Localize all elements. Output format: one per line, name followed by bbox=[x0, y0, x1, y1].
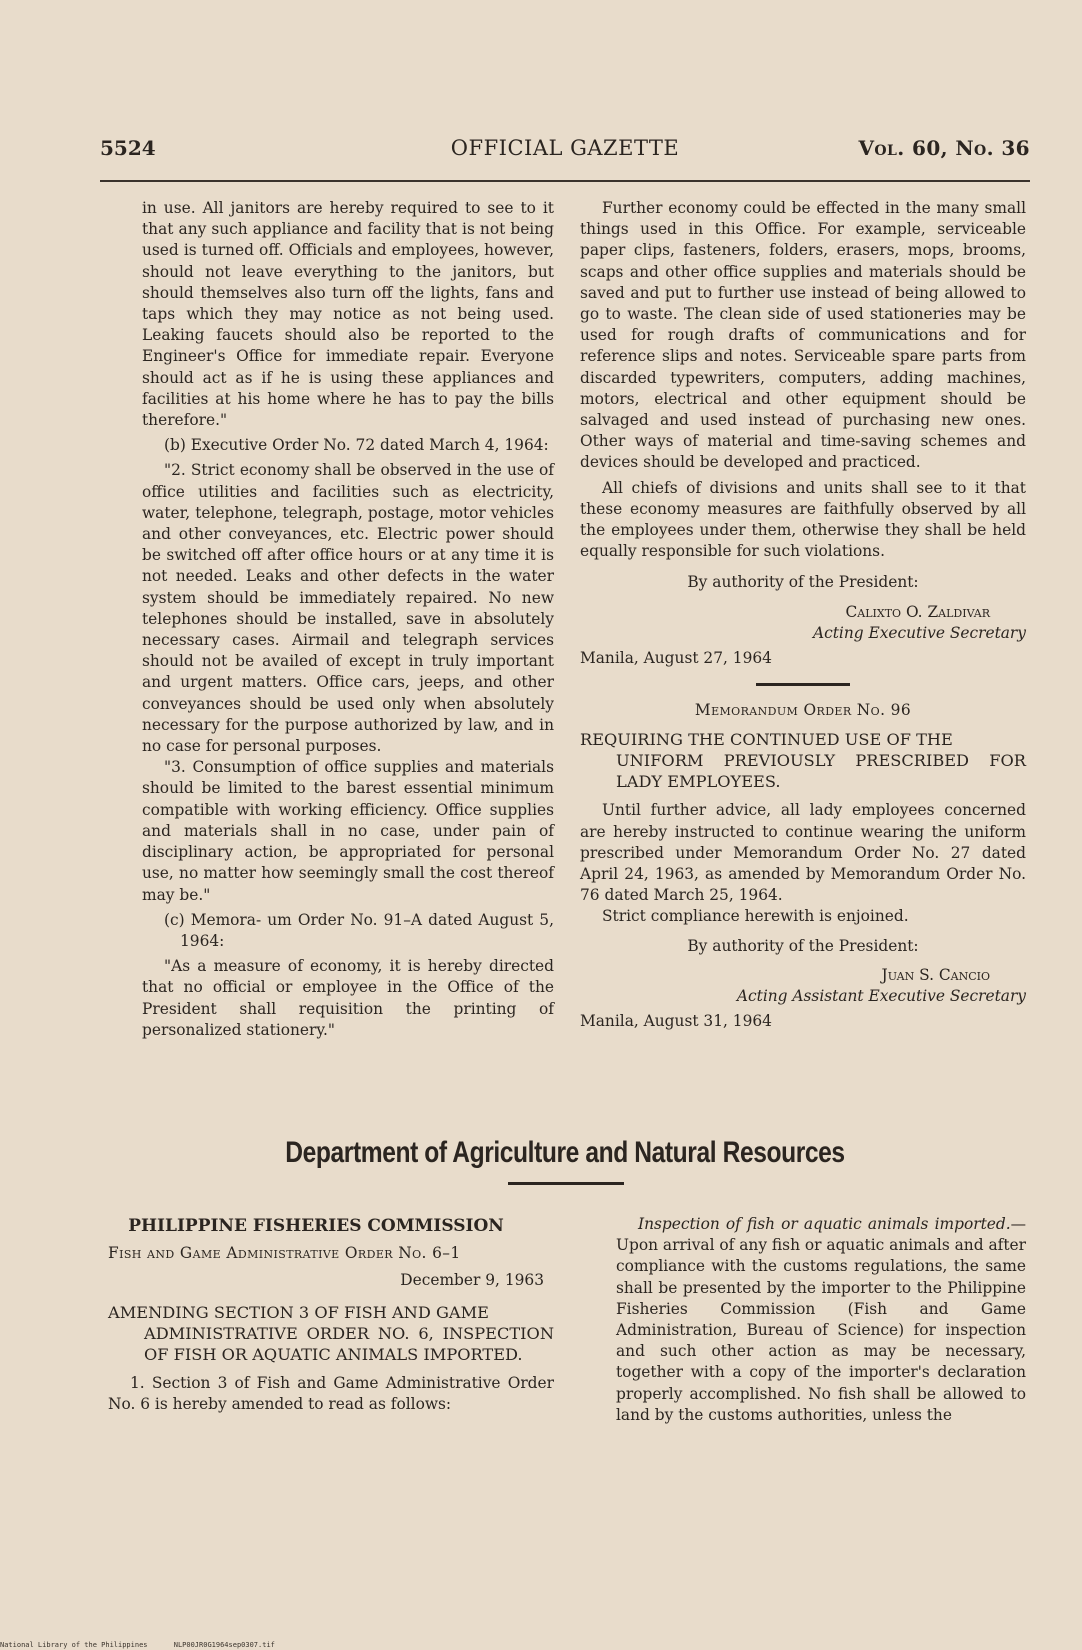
memorandum-title-line-2: UNIFORM PREVIOUSLY PRESCRIBED FOR LADY EMPLOYEES. bbox=[616, 751, 1026, 792]
paragraph-strict-economy: "2. Strict economy shall be observed in the use of office utilities and facilities such as electricity, water, telephone, telegraph, postage, motor vehicles and other conveyances, etc. Electric power should be switched off after office hours or at any time it is not needed. Leaks and other defects in the water system should be immediately repaired. No new telephones should be installed, save in absolutely necessary cases. Airmail and telegraph services should not be availed of except in truly important and urgent matters. Office cars, jeeps, and other conveyances should be used only when absolutely necessary for the purpose authorized by law, and in no case for personal purposes. bbox=[142, 461, 554, 756]
commission-heading: PHILIPPINE FISHERIES COMMISSION bbox=[128, 1216, 504, 1236]
left-column-bottom bbox=[108, 1216, 554, 1415]
memorandum-compliance: Strict compliance herewith is enjoined. bbox=[602, 907, 909, 926]
signatory-cancio-title: Acting Assistant Executive Secretary bbox=[736, 987, 1026, 1006]
paragraph-office-supplies: "3. Consumption of office supplies and materials should be limited to the barest essential minimum compatible with working efficiency. Office supplies and materials shall in no case, under pain of disciplinary action, be appropriated for personal use, no matter how seemingly small the cost thereof may be." bbox=[142, 758, 554, 904]
paragraph-chiefs: All chiefs of divisions and units shall see to it that these economy measures are faithfully observed by all the employees under them, otherwise they shall be held equally responsible for such violations. bbox=[580, 478, 1026, 561]
order-date: December 9, 1963 bbox=[400, 1271, 544, 1290]
order-title bbox=[108, 1302, 554, 1365]
signatory-cancio: Juan S. Cancio bbox=[881, 965, 990, 984]
heading-executive-order-72: (b) Executive Order No. 72 dated March 4, 1964: bbox=[164, 436, 549, 455]
paragraph-inspection bbox=[616, 1214, 1026, 1426]
heading-memorandum-91a: (c) Memora‐ um Order No. 91–A dated August 5, 1964: bbox=[164, 910, 554, 950]
page-number: 5524 bbox=[100, 136, 156, 160]
memorandum-title bbox=[580, 729, 1026, 792]
paragraph-further-economy: Further economy could be effected in the many small things used in this Office. For example, serviceable paper clips, fasteners, folders, erasers, mops, brooms, scaps and other office supplies and materials should be saved and put to further use instead of being allowed to go to waste. The clean side of used stationeries may be used for rough drafts of communications and for reference slips and notes. Serviceable spare parts from discarded typewriters, computers, adding machines, motors, electrical and other equipment should be salvaged and used instead of purchasing new ones. Other ways of material and time-saving schemes and devices should be developed and practiced. bbox=[580, 199, 1026, 472]
right-column-bottom bbox=[616, 1214, 1026, 1426]
library-credit: National Library of the Philippines bbox=[0, 1641, 148, 1649]
publication-title: OFFICIAL GAZETTE bbox=[450, 136, 680, 160]
left-column-top bbox=[142, 198, 554, 1041]
header-rule bbox=[100, 180, 1030, 182]
department-rule bbox=[508, 1182, 624, 1185]
memorandum-title-line-1: REQUIRING THE CONTINUED USE OF THE bbox=[580, 730, 953, 750]
section-divider bbox=[756, 683, 850, 686]
right-column-top bbox=[580, 198, 1026, 1033]
administrative-order-heading: Fish and Game Administrative Order No. 6–1 bbox=[108, 1244, 461, 1263]
authority-line-2: By authority of the President: bbox=[687, 936, 919, 955]
date-august-27: Manila, August 27, 1964 bbox=[580, 649, 772, 668]
inspection-body: —Upon arrival of any fish or aquatic animals and after compliance with the customs regulations, the same shall be presented by the importer to the Philippine Fisheries Commission (Fish and Game Administration, Bureau of Science) for inspection and such other action as may be necessary, together with a copy of the importer's declaration properly accomplished. No fish shall be allowed to land by the customs authorities, unless the bbox=[616, 1215, 1026, 1424]
department-heading: Department of Agriculture and Natural Resources bbox=[285, 1136, 845, 1169]
inspection-lead: Inspection of fish or aquatic animals imported. bbox=[638, 1215, 1011, 1233]
memorandum-body: Until further advice, all lady employees concerned are hereby instructed to continue wearing the uniform prescribed under Memorandum Order No. 27 dated April 24, 1963, as amended by Memorandum Order No. 76 dated March 25, 1964. bbox=[580, 801, 1026, 905]
scan-footer bbox=[0, 1641, 297, 1649]
paragraph-section-3: 1. Section 3 of Fish and Game Administrative Order No. 6 is hereby amended to read as follows: bbox=[108, 1373, 554, 1413]
volume-number: Vol. 60, No. 36 bbox=[858, 136, 1030, 160]
signatory-zaldivar: Calixto O. Zaldivar bbox=[845, 602, 990, 621]
memorandum-order-96-heading: Memorandum Order No. 96 bbox=[694, 701, 912, 720]
order-title-line-2: ADMINISTRATIVE ORDER NO. 6, INSPECTION OF FISH OR AQUATIC ANIMALS IMPORTED. bbox=[144, 1323, 554, 1364]
paragraph-personalized-stationery: "As a measure of economy, it is hereby directed that no official or employee in the Office of the President shall requisition the printing of personalized stationery." bbox=[142, 957, 554, 1039]
authority-line-1: By authority of the President: bbox=[687, 573, 919, 592]
date-august-31: Manila, August 31, 1964 bbox=[580, 1012, 772, 1031]
page-header bbox=[100, 136, 1030, 168]
scan-filename: NLP00JR0G1964sep0307.tif bbox=[173, 1641, 275, 1649]
order-title-line-1: AMENDING SECTION 3 OF FISH AND GAME bbox=[108, 1302, 489, 1322]
paragraph-janitors: in use. All janitors are hereby required to see to it that any such appliance and facility that is not being used is turned off. Officials and employees, however, should not leave everything to the janitors, but should themselves also turn off the lights, fans and taps which they may notice as not being used. Leaking faucets should also be reported to the Engineer's Office for immediate repair. Everyone should act as if he is using these appliances and facilities at his home where he has to pay the bills therefore." bbox=[142, 199, 554, 430]
signatory-zaldivar-title: Acting Executive Secretary bbox=[812, 623, 1026, 642]
